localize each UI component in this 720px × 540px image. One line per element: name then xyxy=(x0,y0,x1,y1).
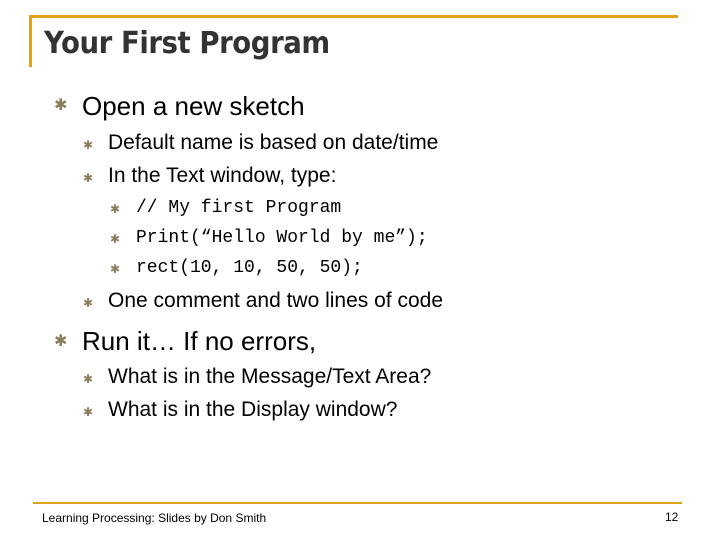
asterisk-bullet-icon: ✱ xyxy=(83,171,94,185)
asterisk-bullet-icon: ✱ xyxy=(54,333,68,350)
bullet-text-window: In the Text window, type: xyxy=(108,164,337,187)
code-line-print: Print(“Hello World by me”); xyxy=(136,228,428,248)
asterisk-bullet-icon: ✱ xyxy=(83,372,94,386)
asterisk-bullet-icon: ✱ xyxy=(54,97,68,114)
asterisk-bullet-icon: ✱ xyxy=(83,405,94,419)
bullet-message-area: What is in the Message/Text Area? xyxy=(108,365,432,388)
code-line-rect: rect(10, 10, 50, 50); xyxy=(136,258,363,278)
asterisk-bullet-icon: ✱ xyxy=(110,232,121,246)
bullet-run-it: Run it… If no errors, xyxy=(82,326,317,356)
title-rule-top xyxy=(29,15,678,18)
page-number: 12 xyxy=(665,510,679,524)
bullet-default-name: Default name is based on date/time xyxy=(108,131,439,154)
asterisk-bullet-icon: ✱ xyxy=(83,296,94,310)
asterisk-bullet-icon: ✱ xyxy=(110,202,121,216)
bullet-one-comment: One comment and two lines of code xyxy=(108,289,444,312)
footer-credit: Learning Processing: Slides by Don Smith xyxy=(42,511,267,525)
slide-title: Your First Program xyxy=(44,26,330,61)
code-line-comment: // My first Program xyxy=(136,198,342,218)
bullet-open-sketch: Open a new sketch xyxy=(82,91,305,121)
asterisk-bullet-icon: ✱ xyxy=(83,138,94,152)
asterisk-bullet-icon: ✱ xyxy=(110,262,121,276)
bullet-display-window: What is in the Display window? xyxy=(108,398,398,421)
footer-rule xyxy=(33,502,682,504)
title-rule-left xyxy=(29,15,32,67)
